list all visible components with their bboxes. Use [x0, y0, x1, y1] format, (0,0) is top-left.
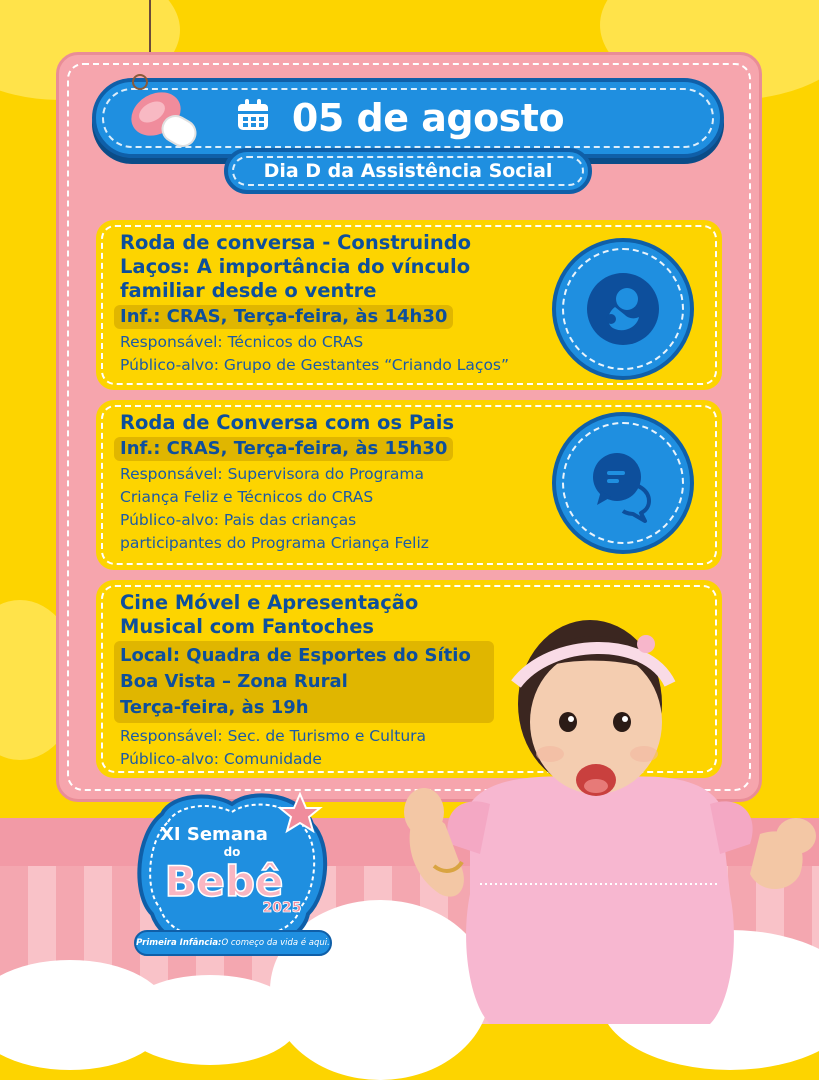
event-audience: Público-alvo: Pais das crianças [120, 511, 357, 529]
event-card-2 [96, 400, 722, 570]
event-location: Local: Quadra de Esportes do Sítio [120, 645, 471, 666]
logo-line2: do [223, 845, 241, 859]
event-card-1 [96, 220, 722, 390]
event-responsible: Responsável: Supervisora do Programa [120, 465, 424, 483]
baby-photo [400, 604, 819, 1024]
chat-bubbles-icon [583, 443, 663, 523]
tagline-rest: O começo da vida é aqui. [221, 938, 330, 948]
event-icon-circle [552, 412, 694, 554]
event-info: Inf.: CRAS, Terça-feira, às 14h30 [114, 305, 453, 329]
tagline-bold: Primeira Infância: [136, 938, 222, 948]
event-title: Roda de conversa - Construindo [120, 231, 472, 254]
logo-line3: Bebê [164, 857, 284, 906]
event-responsible: Responsável: Sec. de Turismo e Cultura [120, 727, 427, 745]
event-responsible: Responsável: Técnicos do CRAS [120, 333, 364, 351]
event-title: familiar desde o ventre [120, 279, 377, 302]
event-icon-circle [552, 238, 694, 380]
logo-tagline [134, 930, 332, 956]
fetus-icon [585, 271, 661, 347]
event-title: Cine Móvel e Apresentação [120, 591, 419, 614]
pacifier-icon [118, 72, 208, 162]
event-responsible: Criança Feliz e Técnicos do CRAS [120, 488, 374, 506]
event-audience: Público-alvo: Comunidade [120, 750, 322, 768]
calendar-icon [236, 98, 270, 132]
date-title: 05 de agosto [291, 96, 565, 140]
logo-line1: XI Semana [160, 824, 268, 845]
subtitle-banner [224, 148, 592, 194]
subtitle-text: Dia D da Assistência Social [263, 160, 553, 182]
event-audience: participantes do Programa Criança Feliz [120, 534, 429, 552]
event-info: Inf.: CRAS, Terça-feira, às 15h30 [114, 437, 453, 461]
event-location: Boa Vista – Zona Rural [120, 671, 348, 692]
logo-year: 2025 [262, 900, 302, 916]
event-audience: Público-alvo: Grupo de Gestantes “Criando Laços” [120, 356, 510, 374]
event-time: Terça-feira, às 19h [120, 697, 309, 718]
event-title: Laços: A importância do vínculo [120, 255, 471, 278]
event-title: Musical com Fantoches [120, 615, 375, 638]
event-title: Roda de Conversa com os Pais [120, 411, 455, 434]
